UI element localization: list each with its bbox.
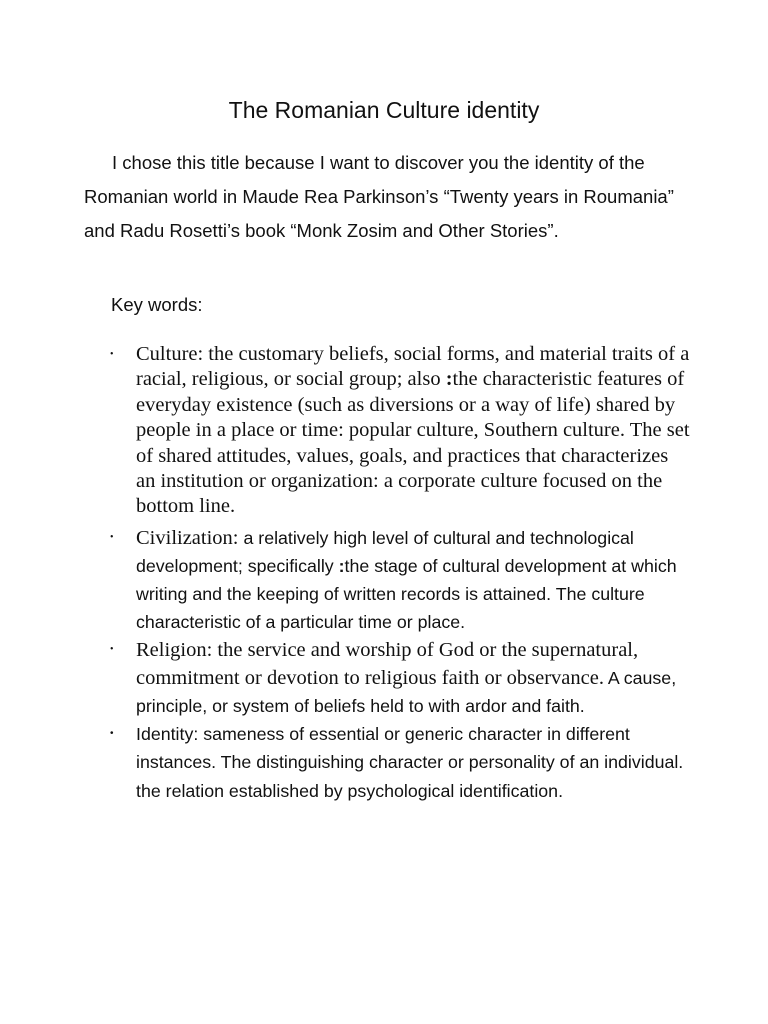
definition-culture-text: Culture: the customary beliefs, social forms, and material traits of a racial, religious, or social group; also bbox=[136, 343, 690, 391]
bullet-icon: • bbox=[110, 531, 114, 543]
bullet-icon: • bbox=[110, 643, 114, 655]
definition-religion bbox=[110, 636, 690, 720]
document-title: The Romanian Culture identity bbox=[228, 97, 540, 123]
bullet-icon: • bbox=[110, 349, 114, 360]
definition-civilization-term: Civilization: bbox=[136, 526, 239, 549]
definition-civilization-text-cont: the stage of cultural development at which writing and the keeping of written records is attained. The culture characteristic of a particular time or place. bbox=[136, 555, 677, 632]
definition-culture-text-cont: the characteristic features of everyday existence (such as diversions or a way of life) shared by people in a place or time: popular culture, Southern culture. The set of shared attitudes, values, goals, and practices that characterizes an institution or organization: a corporate culture focused on the bottom line. bbox=[136, 368, 690, 518]
definition-civilization bbox=[110, 524, 690, 636]
definition-identity-text: Identity: sameness of essential or generic character in different instances. The distinguishing character or personality of an individual. the relation established by psychological identification. bbox=[136, 723, 684, 801]
definition-culture-colon: : bbox=[445, 368, 453, 391]
bullet-icon: • bbox=[110, 727, 114, 739]
definition-identity bbox=[110, 720, 690, 805]
definitions-list bbox=[110, 342, 690, 805]
definition-culture bbox=[110, 342, 690, 520]
keywords-label: Key words: bbox=[111, 294, 203, 315]
definition-religion-text: Religion: the service and worship of God or the supernatural, commitment or devotion to religious faith or observance. bbox=[136, 638, 639, 689]
definition-religion-text-cont: A cause, principle, or system of beliefs held to with ardor and faith. bbox=[136, 667, 677, 716]
definition-civilization-text: a relatively high level of cultural and technological development; specifically bbox=[136, 527, 634, 576]
intro-paragraph: I chose this title because I want to discover you the identity of the Romanian world in Maude Rea Parkinson’s “Twenty years in Roumania” and Radu Rosetti’s book “Monk Zosim and Other Stories”. bbox=[84, 152, 674, 241]
definition-civilization-colon: : bbox=[338, 555, 345, 576]
